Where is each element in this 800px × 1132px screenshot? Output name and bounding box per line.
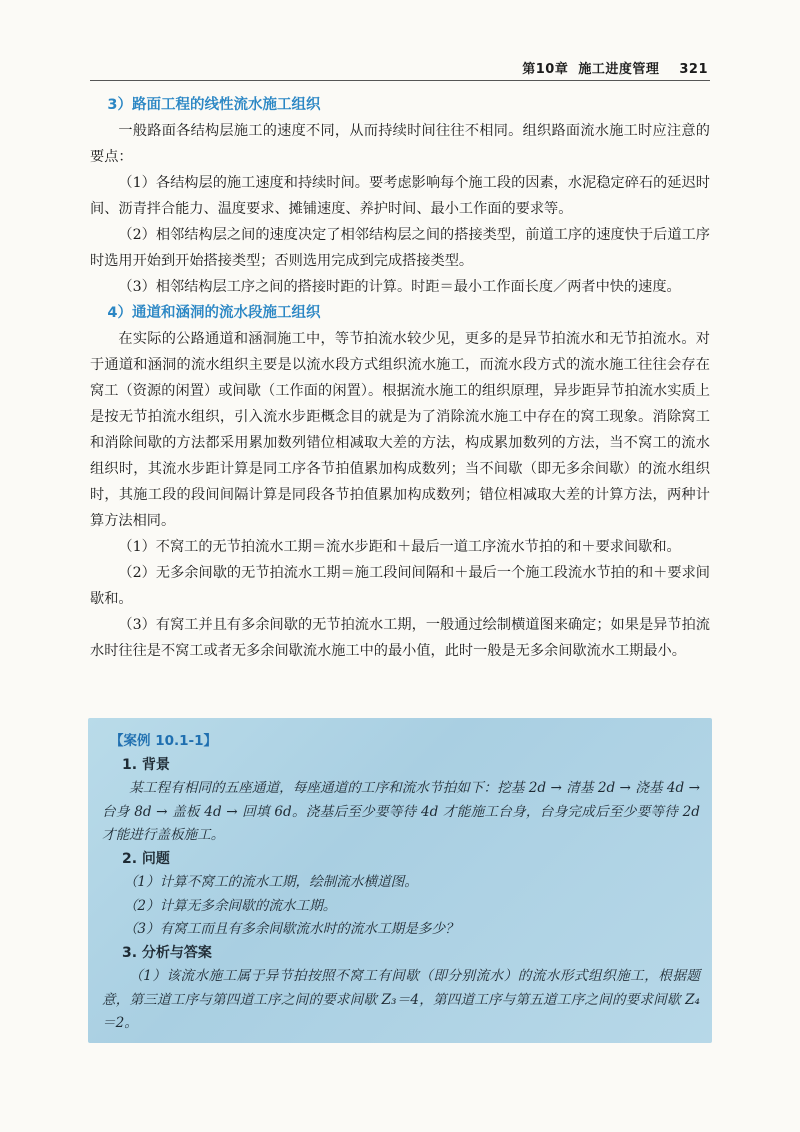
case-question: （2）计算无多余间歇的流水工期。	[123, 897, 337, 914]
page-number: 321	[679, 62, 708, 77]
case-box	[88, 718, 712, 1043]
case-section-title: 3. 分析与答案	[122, 944, 212, 961]
body-paragraph: （1）各结构层的施工速度和持续时间。要考虑影响每个施工段的因素，水泥稳定碎石的延迟时间、沥青拌合能力、温度要求、摊铺速度、养护时间、最小工作面的要求等。	[90, 175, 710, 217]
chapter-title: 施工进度管理	[578, 62, 660, 77]
body-paragraph: 一般路面各结构层施工的速度不同，从而持续时间往往不相同。组织路面流水施工时应注意的要点：	[90, 123, 710, 165]
case-question: （3）有窝工而且有多余间歇流水时的流水工期是多少？	[123, 921, 459, 937]
chapter-label: 第10章	[522, 62, 569, 77]
body-paragraph: （3）有窝工并且有多余间歇的无节拍流水工期，一般通过绘制横道图来确定；如果是异节拍流水时往往是不窝工或者无多余间歇流水施工中的最小值，此时一般是无多余间歇流水工期最小。	[90, 617, 710, 659]
case-section-title: 2. 问题	[122, 850, 170, 867]
case-paragraph: （1）该流水施工属于异节拍按照不窝工有间歇（即分别流水）的流水形式组织施工，根据题意，第三道工序与第四道工序之间的要求间歇 Z₃＝4，第四道工序与第五道工序之间的要求间歇 Z₄＝2。	[102, 968, 700, 1031]
case-question: （1）计算不窝工的流水工期，绘制流水横道图。	[123, 874, 418, 890]
body-paragraph: （2）无多余间歇的无节拍流水工期＝施工段间间隔和＋最后一个施工段流水节拍的和＋要求间歇和。	[90, 565, 710, 607]
body-paragraph: （1）不窝工的无节拍流水工期＝流水步距和＋最后一道工序流水节拍的和＋要求间歇和。	[118, 539, 681, 555]
case-content	[102, 730, 700, 1036]
body-paragraph: 在实际的公路通道和涵洞施工中，等节拍流水较少见，更多的是异节拍流水和无节拍流水。对于通道和涵洞的流水组织主要是以流水段方式组织流水施工，而流水段方式的流水施工往往会存在窝工（资源的闲置）或间歇（工作面的闲置）。根据流水施工的组织原理，异步距异节拍流水实质上是按无节拍流水组织，引入流水步距概念目的就是为了消除流水施工中存在的窝工现象。消除窝工和消除间歇的方法都采用累加数列错位相减取大差的方法，构成累加数列的方法，当不窝工的流水组织时，其流水步距计算是同工序各节拍值累加构成数列；当不间歇（即无多余间歇）的流水组织时，其施工段的段间间隔计算是同段各节拍值累加构成数列；错位相减取大差的计算方法，两种计算方法相同。	[90, 331, 710, 529]
header-rule	[90, 80, 710, 81]
case-paragraph: 某工程有相同的五座通道，每座通道的工序和流水节拍如下：挖基 2d → 清基 2d → 浇基 4d → 台身 8d → 盖板 4d → 回填 6d。浇基后至少要等待 4d 才能施工台身，台身完成后至少要等待 2d 才能进行盖板施工。	[102, 780, 700, 843]
body-paragraph: （3）相邻结构层工序之间的搭接时距的计算。时距＝最小工作面长度／两者中快的速度。	[118, 279, 681, 295]
running-head	[522, 58, 708, 77]
section-heading: 4）通道和涵洞的流水段施工组织	[107, 305, 321, 321]
body-paragraph: （2）相邻结构层之间的速度决定了相邻结构层之间的搭接类型，前道工序的速度快于后道工序时选用开始到开始搭接类型；否则选用完成到完成搭接类型。	[90, 227, 710, 269]
main-text	[90, 92, 710, 664]
case-tag: 【案例 10.1-1】	[110, 733, 218, 749]
case-section-title: 1. 背景	[122, 756, 170, 773]
page-header	[0, 54, 800, 80]
section-heading: 3）路面工程的线性流水施工组织	[107, 97, 321, 113]
